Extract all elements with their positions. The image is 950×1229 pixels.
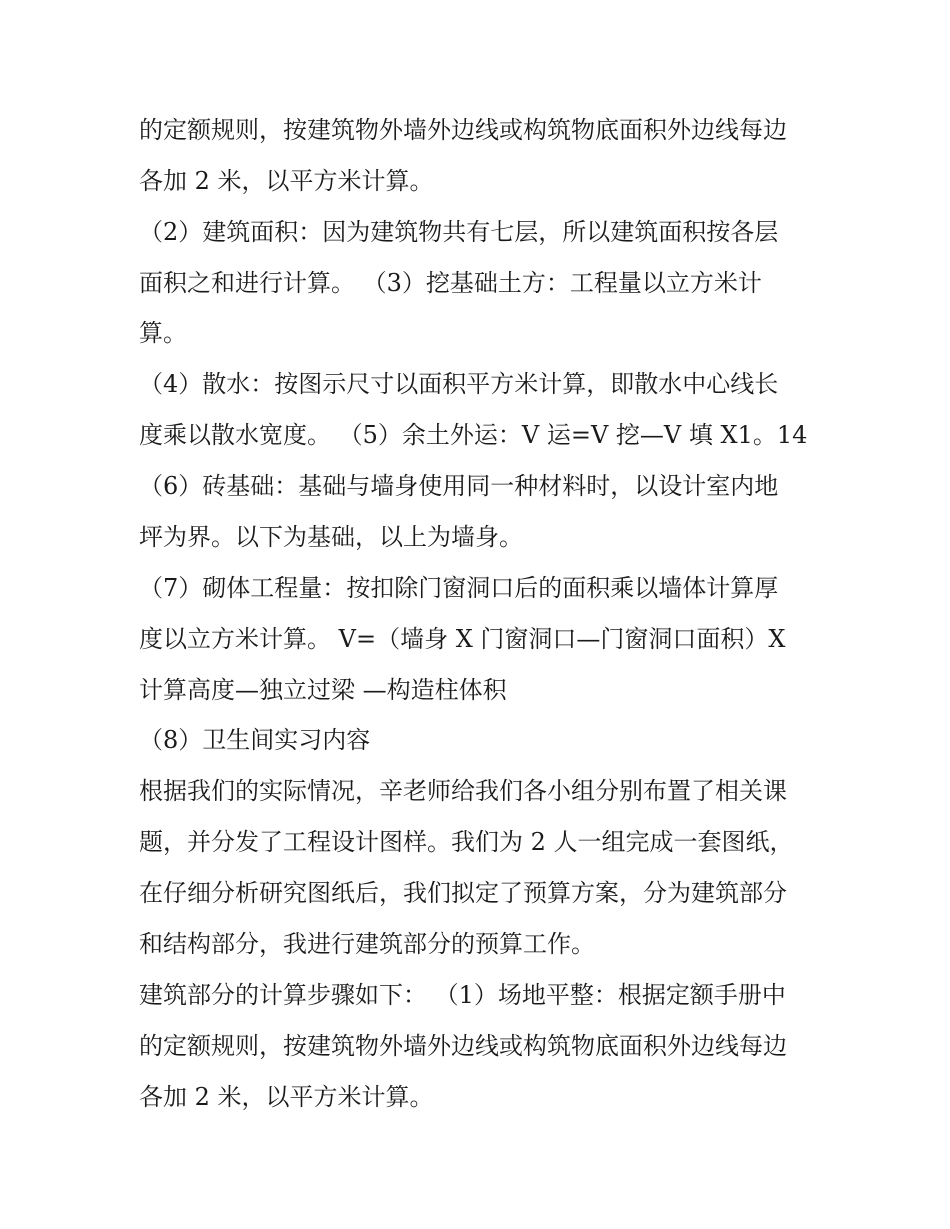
text-line: 面积之和进行计算。 （3）挖基础土方：工程量以立方米计: [139, 269, 762, 297]
text-line: 度以立方米计算。 V=（墙身 X 门窗洞口—门窗洞口面积）X: [139, 625, 786, 653]
text-line: （7）砌体工程量：按扣除门窗洞口后的面积乘以墙体计算厚: [139, 574, 779, 602]
text-line: （6）砖基础：基础与墙身使用同一种材料时，以设计室内地: [139, 472, 779, 500]
text-line: 各加 2 米，以平方米计算。: [139, 167, 434, 195]
text-line: 各加 2 米，以平方米计算。: [139, 1083, 434, 1111]
text-line: 的定额规则，按建筑物外墙外边线或构筑物底面积外边线每边: [139, 116, 787, 144]
text-line: 在仔细分析研究图纸后，我们拟定了预算方案，分为建筑部分: [139, 879, 787, 907]
text-line: 和结构部分，我进行建筑部分的预算工作。: [139, 930, 595, 958]
text-line: （8）卫生间实习内容: [139, 726, 371, 754]
text-line: 建筑部分的计算步骤如下： （1）场地平整：根据定额手册中: [139, 981, 786, 1009]
text-line: 度乘以散水宽度。 （5）余土外运：V 运=V 挖—V 填 X1。14: [139, 421, 808, 449]
text-line: 计算高度—独立过梁 —构造柱体积: [139, 676, 507, 704]
text-line: 的定额规则，按建筑物外墙外边线或构筑物底面积外边线每边: [139, 1032, 787, 1060]
text-line: 算。: [139, 319, 187, 347]
text-line: 题，并分发了工程设计图样。我们为 2 人一组完成一套图纸，: [139, 828, 794, 856]
text-line: 坪为界。以下为基础，以上为墙身。: [139, 523, 523, 551]
text-line: （2）建筑面积：因为建筑物共有七层，所以建筑面积按各层: [139, 218, 779, 246]
text-line: 根据我们的实际情况，辛老师给我们各小组分别布置了相关课: [139, 777, 787, 805]
text-line: （4）散水：按图示尺寸以面积平方米计算，即散水中心线长: [139, 370, 779, 398]
